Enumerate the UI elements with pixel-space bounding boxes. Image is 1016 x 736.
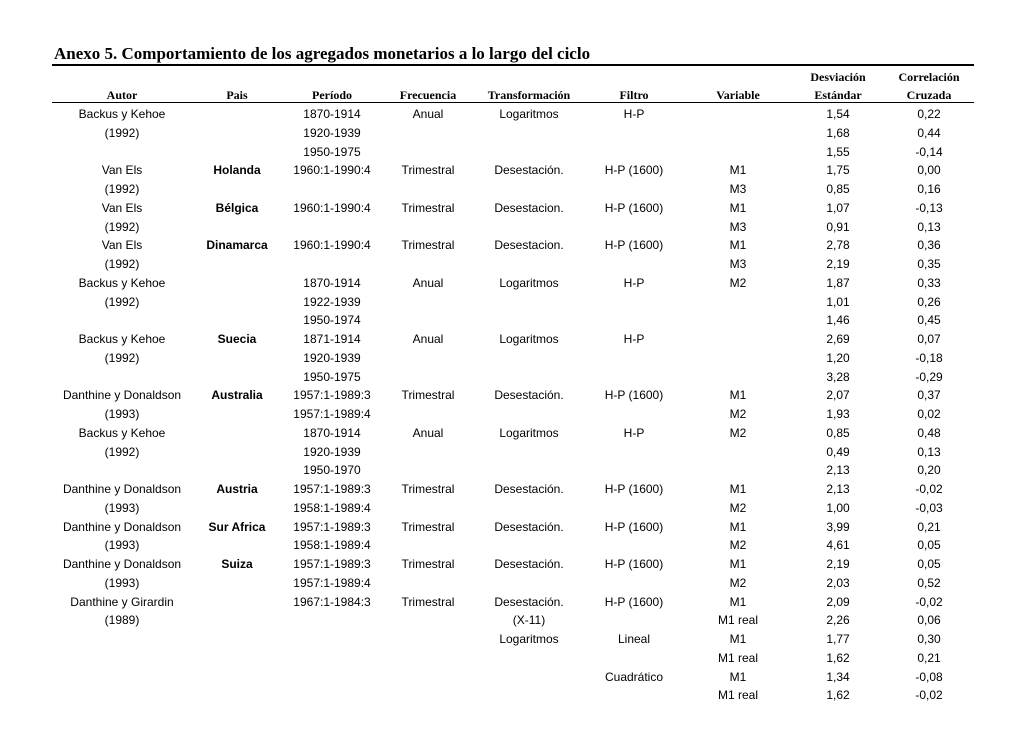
cell-frecuencia: Trimestral (401, 163, 455, 177)
cell-variable: M2 (729, 426, 747, 440)
cell-periodo: 1920-1939 (303, 351, 361, 365)
cell-transformacion: Desestación. (494, 482, 564, 496)
cell-filtro: H-P (623, 426, 645, 440)
cell-autor: Backus y Kehoe (78, 332, 166, 346)
cell-desviacion: 1,87 (826, 276, 850, 290)
cell-filtro: Lineal (617, 632, 651, 646)
header-filtro: Filtro (619, 88, 649, 102)
cell-periodo: 1960:1-1990:4 (293, 163, 371, 177)
cell-periodo: 1920-1939 (303, 126, 361, 140)
cell-variable: M1 (729, 163, 747, 177)
cell-transformacion: Logaritmos (499, 107, 559, 121)
cell-frecuencia: Anual (412, 107, 444, 121)
header-frecuencia: Frecuencia (399, 88, 457, 102)
cell-correlacion: 0,13 (917, 220, 941, 234)
cell-periodo: 1870-1914 (303, 426, 361, 440)
cell-variable: M2 (729, 576, 747, 590)
cell-desviacion: 2,19 (826, 257, 850, 271)
cell-transformacion: Desestacion. (494, 238, 564, 252)
cell-desviacion: 0,85 (826, 182, 850, 196)
cell-variable: M1 (729, 557, 747, 571)
cell-desviacion: 2,03 (826, 576, 850, 590)
cell-correlacion: -0,02 (915, 482, 943, 496)
cell-correlacion: 0,44 (917, 126, 941, 140)
cell-desviacion: 2,07 (826, 388, 850, 402)
cell-filtro: H-P (1600) (604, 238, 664, 252)
cell-variable: M3 (729, 257, 747, 271)
cell-autor: (1989) (104, 613, 140, 627)
cell-desviacion: 0,85 (826, 426, 850, 440)
cell-desviacion: 2,78 (826, 238, 850, 252)
cell-transformacion: Desestación. (494, 388, 564, 402)
cell-autor: (1992) (104, 351, 140, 365)
cell-correlacion: 0,16 (917, 182, 941, 196)
cell-frecuencia: Anual (412, 276, 444, 290)
cell-frecuencia: Anual (412, 332, 444, 346)
cell-desviacion: 1,68 (826, 126, 850, 140)
cell-correlacion: 0,37 (917, 388, 941, 402)
cell-transformacion: Desestación. (494, 163, 564, 177)
table-header-rule (52, 102, 974, 103)
cell-autor: (1992) (104, 445, 140, 459)
cell-filtro: H-P (1600) (604, 595, 664, 609)
page-title: Anexo 5. Comportamiento de los agregados monetarios a lo largo del ciclo (54, 44, 591, 63)
cell-correlacion: -0,18 (915, 351, 943, 365)
cell-filtro: H-P (1600) (604, 201, 664, 215)
cell-autor: (1992) (104, 126, 140, 140)
header-variable: Variable (716, 88, 760, 102)
cell-desviacion: 1,34 (826, 670, 850, 684)
cell-periodo: 1957:1-1989:3 (293, 482, 371, 496)
cell-variable: M1 (729, 201, 747, 215)
cell-desviacion: 1,93 (826, 407, 850, 421)
cell-correlacion: 0,52 (917, 576, 941, 590)
header-pais: Pais (226, 88, 248, 102)
cell-periodo: 1957:1-1989:3 (293, 388, 371, 402)
cell-autor: (1992) (104, 257, 140, 271)
cell-transformacion: Logaritmos (499, 426, 559, 440)
cell-periodo: 1957:1-1989:4 (293, 576, 371, 590)
cell-filtro: H-P (1600) (604, 163, 664, 177)
header-transformacion: Transformación (487, 88, 571, 102)
cell-autor: (1992) (104, 295, 140, 309)
cell-periodo: 1957:1-1989:3 (293, 520, 371, 534)
cell-autor: (1993) (104, 538, 140, 552)
cell-autor: Van Els (101, 201, 143, 215)
cell-correlacion: -0,29 (915, 370, 943, 384)
cell-periodo: 1870-1914 (303, 107, 361, 121)
cell-correlacion: 0,33 (917, 276, 941, 290)
cell-variable: M1 (729, 238, 747, 252)
cell-autor: (1993) (104, 501, 140, 515)
cell-pais: Suiza (221, 557, 253, 571)
cell-correlacion: -0,02 (915, 595, 943, 609)
cell-autor: (1993) (104, 576, 140, 590)
cell-desviacion: 1,00 (826, 501, 850, 515)
header-correlacion-line1: Correlación (898, 70, 960, 84)
cell-filtro: H-P (623, 107, 645, 121)
cell-desviacion: 2,13 (826, 463, 850, 477)
cell-correlacion: 0,05 (917, 538, 941, 552)
cell-periodo: 1957:1-1989:4 (293, 407, 371, 421)
cell-frecuencia: Trimestral (401, 388, 455, 402)
cell-periodo: 1950-1975 (303, 145, 361, 159)
cell-correlacion: 0,21 (917, 651, 941, 665)
header-correlacion-line2: Cruzada (906, 88, 952, 102)
cell-correlacion: 0,48 (917, 426, 941, 440)
cell-pais: Austria (216, 482, 258, 496)
cell-correlacion: 0,05 (917, 557, 941, 571)
cell-correlacion: -0,13 (915, 201, 943, 215)
cell-correlacion: 0,13 (917, 445, 941, 459)
cell-transformacion: Desestación. (494, 520, 564, 534)
cell-pais: Holanda (213, 163, 261, 177)
cell-correlacion: 0,45 (917, 313, 941, 327)
cell-periodo: 1958:1-1989:4 (293, 501, 371, 515)
cell-correlacion: 0,21 (917, 520, 941, 534)
cell-autor: (1992) (104, 182, 140, 196)
cell-filtro: H-P (1600) (604, 482, 664, 496)
cell-transformacion: (X-11) (512, 613, 546, 627)
cell-autor: Backus y Kehoe (78, 276, 166, 290)
cell-transformacion: Desestación. (494, 557, 564, 571)
cell-variable: M2 (729, 276, 747, 290)
cell-periodo: 1958:1-1989:4 (293, 538, 371, 552)
cell-filtro: H-P (1600) (604, 388, 664, 402)
cell-transformacion: Desestación. (494, 595, 564, 609)
cell-desviacion: 2,09 (826, 595, 850, 609)
cell-desviacion: 1,07 (826, 201, 850, 215)
cell-desviacion: 0,91 (826, 220, 850, 234)
cell-desviacion: 1,01 (826, 295, 850, 309)
cell-periodo: 1957:1-1989:3 (293, 557, 371, 571)
cell-variable: M1 (729, 632, 747, 646)
cell-periodo: 1960:1-1990:4 (293, 201, 371, 215)
cell-frecuencia: Trimestral (401, 238, 455, 252)
cell-variable: M1 real (717, 688, 759, 702)
cell-desviacion: 1,62 (826, 688, 850, 702)
cell-autor: Backus y Kehoe (78, 107, 166, 121)
cell-correlacion: 0,36 (917, 238, 941, 252)
cell-autor: Danthine y Donaldson (62, 520, 182, 534)
cell-periodo: 1950-1975 (303, 370, 361, 384)
cell-correlacion: 0,07 (917, 332, 941, 346)
header-desviacion-line2: Estándar (814, 88, 862, 102)
cell-filtro: H-P (623, 276, 645, 290)
cell-variable: M2 (729, 538, 747, 552)
table-top-rule (52, 64, 974, 66)
cell-frecuencia: Trimestral (401, 520, 455, 534)
cell-variable: M1 (729, 388, 747, 402)
cell-desviacion: 1,62 (826, 651, 850, 665)
cell-pais: Suecia (217, 332, 257, 346)
cell-autor: Backus y Kehoe (78, 426, 166, 440)
cell-desviacion: 3,28 (826, 370, 850, 384)
cell-correlacion: 0,20 (917, 463, 941, 477)
cell-transformacion: Logaritmos (499, 632, 559, 646)
cell-desviacion: 2,26 (826, 613, 850, 627)
cell-periodo: 1871-1914 (303, 332, 361, 346)
cell-correlacion: -0,02 (915, 688, 943, 702)
cell-variable: M3 (729, 220, 747, 234)
cell-correlacion: -0,08 (915, 670, 943, 684)
cell-variable: M1 real (717, 613, 759, 627)
cell-desviacion: 1,46 (826, 313, 850, 327)
cell-desviacion: 1,75 (826, 163, 850, 177)
cell-frecuencia: Trimestral (401, 557, 455, 571)
cell-correlacion: 0,02 (917, 407, 941, 421)
cell-autor: Danthine y Donaldson (62, 482, 182, 496)
cell-desviacion: 1,20 (826, 351, 850, 365)
cell-periodo: 1950-1970 (303, 463, 361, 477)
cell-correlacion: -0,03 (915, 501, 943, 515)
cell-variable: M3 (729, 182, 747, 196)
cell-desviacion: 2,69 (826, 332, 850, 346)
cell-frecuencia: Trimestral (401, 595, 455, 609)
cell-pais: Dinamarca (206, 238, 268, 252)
cell-periodo: 1920-1939 (303, 445, 361, 459)
cell-autor: Danthine y Girardin (70, 595, 174, 609)
cell-correlacion: 0,00 (917, 163, 941, 177)
cell-variable: M1 (729, 670, 747, 684)
cell-variable: M1 (729, 520, 747, 534)
cell-periodo: 1960:1-1990:4 (293, 238, 371, 252)
cell-autor: (1993) (104, 407, 140, 421)
cell-transformacion: Desestacion. (494, 201, 564, 215)
cell-variable: M1 real (717, 651, 759, 665)
cell-periodo: 1922-1939 (303, 295, 361, 309)
cell-frecuencia: Anual (412, 426, 444, 440)
cell-pais: Sur Africa (208, 520, 266, 534)
cell-variable: M1 (729, 595, 747, 609)
cell-transformacion: Logaritmos (499, 276, 559, 290)
cell-pais: Australia (211, 388, 263, 402)
cell-correlacion: 0,35 (917, 257, 941, 271)
cell-frecuencia: Trimestral (401, 201, 455, 215)
cell-desviacion: 2,19 (826, 557, 850, 571)
cell-variable: M1 (729, 482, 747, 496)
header-autor: Autor (106, 88, 138, 102)
cell-desviacion: 1,54 (826, 107, 850, 121)
cell-periodo: 1950-1974 (303, 313, 361, 327)
cell-desviacion: 2,13 (826, 482, 850, 496)
cell-transformacion: Logaritmos (499, 332, 559, 346)
cell-pais: Bélgica (215, 201, 259, 215)
cell-autor: Van Els (101, 163, 143, 177)
cell-filtro: H-P (1600) (604, 520, 664, 534)
header-desviacion-line1: Desviación (810, 70, 866, 84)
cell-autor: Danthine y Donaldson (62, 557, 182, 571)
cell-variable: M2 (729, 407, 747, 421)
cell-periodo: 1967:1-1984:3 (293, 595, 371, 609)
cell-frecuencia: Trimestral (401, 482, 455, 496)
cell-correlacion: 0,26 (917, 295, 941, 309)
cell-desviacion: 1,77 (826, 632, 850, 646)
cell-variable: M2 (729, 501, 747, 515)
cell-desviacion: 1,55 (826, 145, 850, 159)
cell-filtro: Cuadrático (604, 670, 664, 684)
cell-desviacion: 3,99 (826, 520, 850, 534)
cell-desviacion: 0,49 (826, 445, 850, 459)
cell-autor: Danthine y Donaldson (62, 388, 182, 402)
cell-correlacion: 0,06 (917, 613, 941, 627)
cell-desviacion: 4,61 (826, 538, 850, 552)
cell-autor: Van Els (101, 238, 143, 252)
cell-filtro: H-P (1600) (604, 557, 664, 571)
cell-correlacion: 0,30 (917, 632, 941, 646)
cell-correlacion: 0,22 (917, 107, 941, 121)
header-periodo: Período (312, 88, 352, 102)
cell-autor: (1992) (104, 220, 140, 234)
cell-correlacion: -0,14 (915, 145, 943, 159)
cell-filtro: H-P (623, 332, 645, 346)
cell-periodo: 1870-1914 (303, 276, 361, 290)
